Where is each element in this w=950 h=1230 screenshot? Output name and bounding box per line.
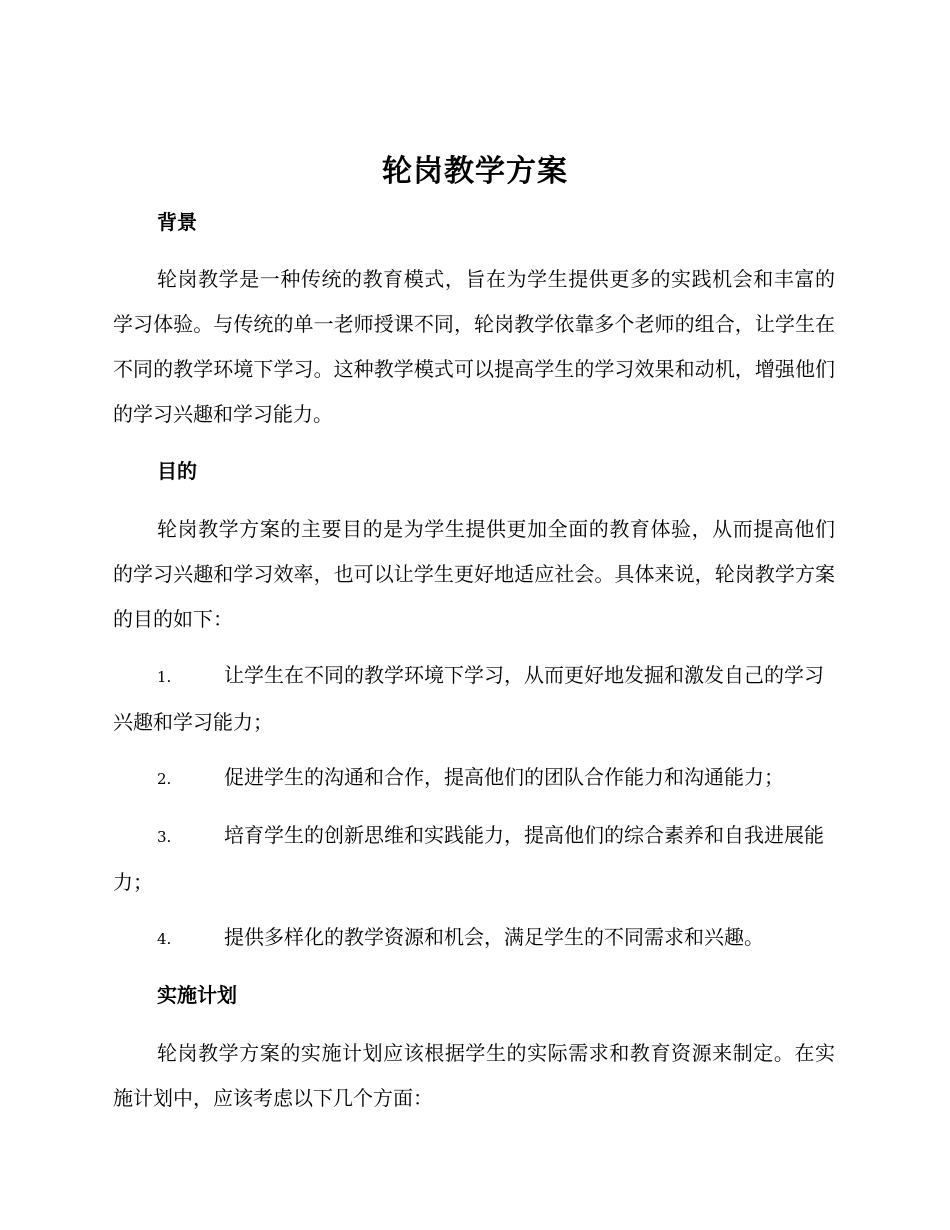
list-item xyxy=(113,755,835,802)
document-title: 轮岗教学方案 xyxy=(382,154,568,189)
section-heading-implementation: 实施计划 xyxy=(157,983,237,1007)
list-item xyxy=(113,915,835,962)
implementation-paragraph: 轮岗教学方案的实施计划应该根据学生的实际需求和教育资源来制定。在实施计划中，应该考虑以下几个方面： xyxy=(113,1041,835,1110)
list-number: 4. xyxy=(157,930,172,948)
list-item-text: 促进学生的沟通和合作，提高他们的团队合作能力和沟通能力； xyxy=(224,765,784,789)
background-paragraph: 轮岗教学是一种传统的教育模式，旨在为学生提供更多的实践机会和丰富的学习体验。与传统的单一老师授课不同，轮岗教学依靠多个老师的组合，让学生在不同的教学环境下学习。这种教学模式可以提高学生的学习效果和动机，增强他们的学习兴趣和学习能力。 xyxy=(113,267,835,426)
list-item-text: 让学生在不同的教学环境下学习，从而更好地发掘和激发自己的学习兴趣和学习能力； xyxy=(113,663,824,734)
section-heading-background: 背景 xyxy=(157,210,197,234)
list-number: 2. xyxy=(157,770,172,788)
list-item-text: 培育学生的创新思维和实践能力，提高他们的综合素养和自我进展能力； xyxy=(113,823,824,894)
purpose-paragraph: 轮岗教学方案的主要目的是为学生提供更加全面的教育体验，从而提高他们的学习兴趣和学习效率，也可以让学生更好地适应社会。具体来说，轮岗教学方案的目的如下： xyxy=(113,517,835,631)
list-item xyxy=(113,813,835,905)
section-heading-purpose: 目的 xyxy=(157,459,197,483)
list-number: 3. xyxy=(157,828,172,846)
list-item-text: 提供多样化的教学资源和机会，满足学生的不同需求和兴趣。 xyxy=(224,925,764,949)
list-item xyxy=(113,653,835,745)
list-number: 1. xyxy=(157,668,172,686)
